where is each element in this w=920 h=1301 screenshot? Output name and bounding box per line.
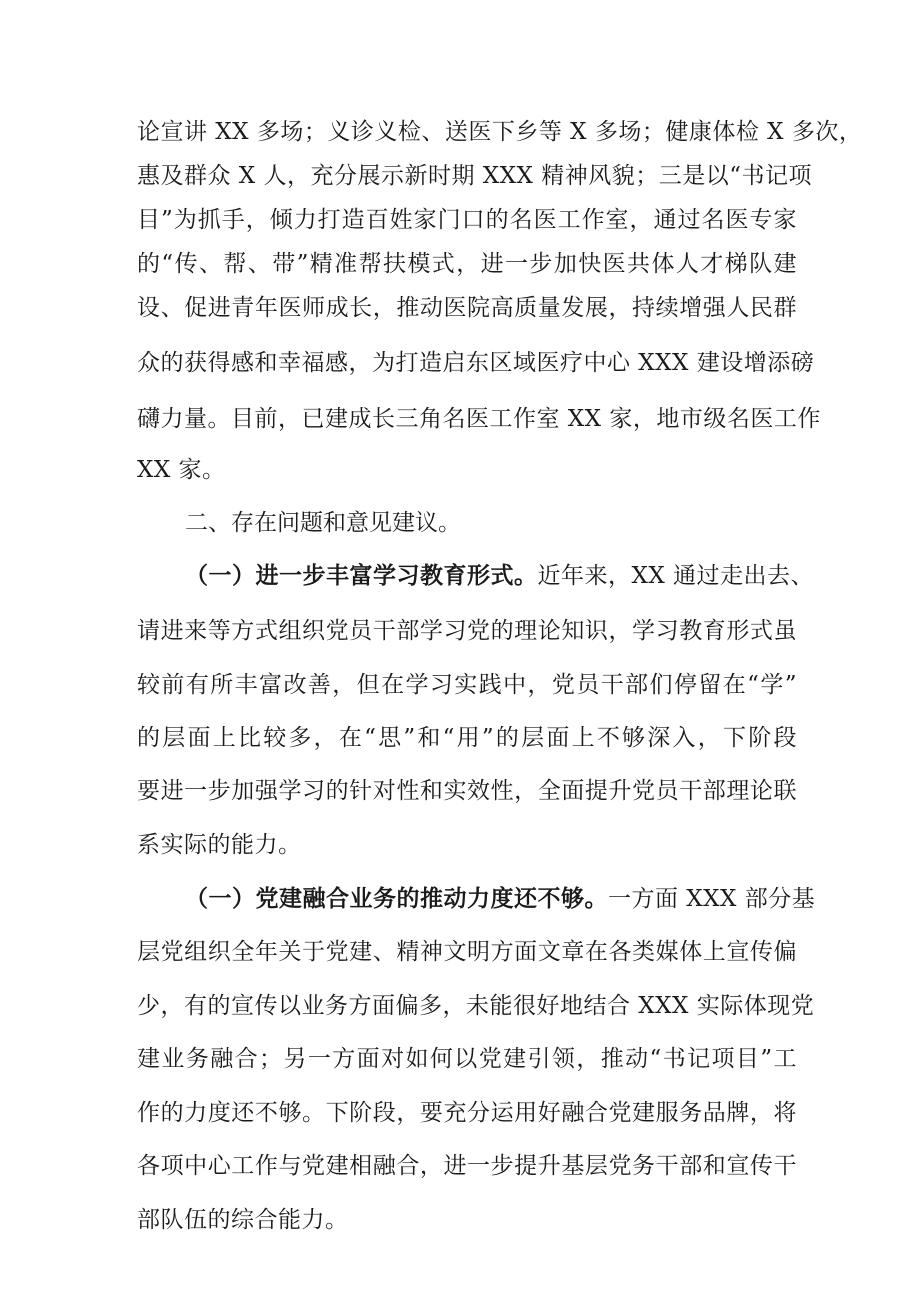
paragraph-2-first-rest: 近年来，XX 通过走出去、 [537, 563, 815, 589]
paragraph-2-line-1 [185, 560, 815, 592]
paragraph-2-line-2: 请进来等方式组织党员干部学习党的理论知识，学习教育形式虽 [137, 618, 797, 644]
paragraph-3-line-2: 层党组织全年关于党建、精神文明方面文章在各类媒体上宣传偏 [137, 939, 797, 965]
paragraph-1-line-8: XX 家。 [137, 457, 226, 483]
paragraph-1-line-2: 惠及群众 X 人，充分展示新时期 XXX 精神风貌；三是以“书记项 [137, 163, 812, 189]
paragraph-2-lead: （一）进一步丰富学习教育形式。 [185, 562, 538, 589]
paragraph-3-line-5: 作的力度还不够。下阶段，要充分运用好融合党建服务品牌，将 [137, 1100, 797, 1126]
paragraph-3-line-7: 部队伍的综合能力。 [137, 1207, 349, 1233]
paragraph-1-line-1: 论宣讲 XX 多场；义诊义检、送医下乡等 X 多场；健康体检 X 多次， [137, 119, 863, 145]
paragraph-2-line-5: 要进一步加强学习的针对性和实效性，全面提升党员干部理论联 [137, 778, 797, 804]
paragraph-3-first-rest: 一方面 XXX 部分基 [608, 886, 816, 912]
paragraph-1-line-7: 礴力量。目前，已建成长三角名医工作室 XX 家，地市级名医工作 [137, 406, 821, 432]
paragraph-2-line-4: 的层面上比较多，在“思”和“用”的层面上不够深入，下阶段 [137, 725, 797, 751]
paragraph-3-line-4: 建业务融合；另一方面对如何以党建引领，推动“书记项目”工 [137, 1046, 797, 1072]
paragraph-3-lead: （一）党建融合业务的推动力度还不够。 [185, 885, 608, 912]
paragraph-1-line-5: 设、促进青年医师成长，推动医院高质量发展，持续增强人民群 [137, 295, 797, 321]
section-heading: 二、存在问题和意见建议。 [185, 510, 461, 536]
paragraph-1-line-3: 目”为抓手，倾力打造百姓家门口的名医工作室，通过名医专家 [137, 207, 797, 233]
paragraph-1-line-4: 的“传、帮、带”精准帮扶模式，进一步加快医共体人才梯队建 [137, 251, 797, 277]
paragraph-3-line-6: 各项中心工作与党建相融合，进一步提升基层党务干部和宣传干 [137, 1153, 797, 1179]
paragraph-3-line-1 [185, 883, 816, 915]
paragraph-2-line-3: 较前有所丰富改善，但在学习实践中，党员干部们停留在“学” [137, 672, 797, 698]
paragraph-3-line-3: 少，有的宣传以业务方面偏多，未能很好地结合 XXX 实际体现党 [137, 993, 815, 1019]
paragraph-2-line-6: 系实际的能力。 [137, 832, 302, 858]
paragraph-1-line-6: 众的获得感和幸福感，为打造启东区域医疗中心 XXX 建设增添磅 [137, 350, 815, 376]
